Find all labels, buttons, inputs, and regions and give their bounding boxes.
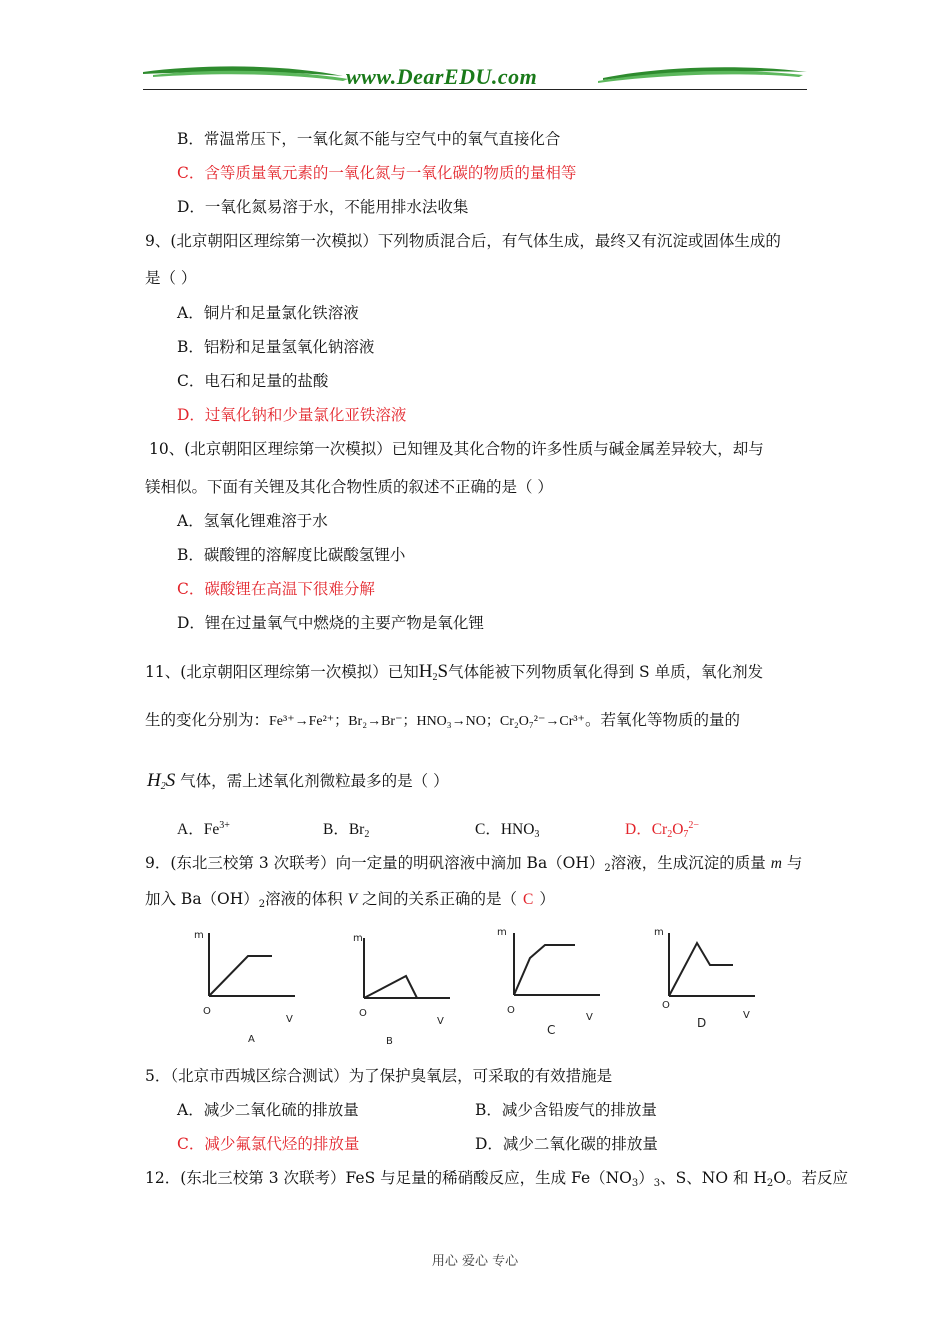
graph-b-x-label: V	[437, 1016, 444, 1027]
q11-option-d	[625, 817, 699, 840]
q11-option-d-text: D．Cr	[625, 821, 668, 838]
q11-stem-line3	[147, 769, 449, 792]
q11-reactions: Fe³⁺→Fe²⁺；Br₂→Br⁻；HNO₃→NO；Cr₂O₇²⁻→Cr³⁺	[269, 714, 585, 729]
q11-stem-line2	[145, 708, 740, 730]
q11-line2-text: 生的变化分别为：	[145, 711, 270, 729]
q9b-line2-mid: 溶液的体积	[265, 890, 348, 908]
q9b-var-v: V	[347, 891, 358, 908]
q8-option-b: B．常温常压下，一氧化氮不能与空气中的氧气直接化合	[177, 130, 561, 148]
q12-paren: ）	[638, 1169, 654, 1187]
q9b-line1-sub: 2	[604, 863, 611, 874]
q9b-line2-rest: 之间的关系正确的是（	[357, 890, 518, 908]
q11-line1-rest: 气体能被下列物质氧化得到 S 单质，氧化剂发	[448, 663, 764, 681]
graph-d-origin: O	[662, 1000, 670, 1011]
graph-c-origin: O	[507, 1005, 515, 1016]
q10-stem-line1: 10、(北京朝阳区理综第一次模拟）已知锂及其化合物的许多性质与碱金属差异较大，却与	[149, 440, 764, 458]
q11-line3-s: S	[165, 770, 176, 791]
graph-c-y-label: m	[497, 927, 507, 938]
q9a-option-b: B．铝粉和足量氢氧化钠溶液	[177, 338, 375, 356]
graph-a-origin: O	[203, 1006, 211, 1017]
q12-sub-c: 2	[766, 1178, 774, 1189]
q11-option-c-text: C．HNO	[475, 821, 535, 838]
graph-d-letter: D	[697, 1016, 707, 1030]
q11-option-d-mid: O	[672, 821, 684, 838]
q9b-line1-mid: 溶液，生成沉淀的质量	[610, 854, 771, 872]
q9b-line2-text: 加入 Ba（OH）	[145, 890, 259, 908]
header-divider	[143, 89, 807, 90]
q11-option-c	[475, 817, 539, 840]
q12-sub-b: 3	[653, 1178, 661, 1189]
graph-c-letter: C	[547, 1023, 556, 1037]
q10-option-d: D．锂在过量氧气中燃烧的主要产物是氧化锂	[177, 614, 484, 632]
q5-option-b: B．减少含铅废气的排放量	[475, 1101, 657, 1119]
q11-option-b	[323, 817, 369, 840]
q11-formula-sub: 2	[432, 672, 438, 683]
q11-formula-s: S	[437, 661, 449, 682]
graph-a-plot	[190, 925, 300, 1005]
q11-line1-text: 11、(北京朝阳区理综第一次模拟）已知	[145, 663, 419, 681]
q8-option-c: C．含等质量氧元素的一氧化氮与一氧化碳的物质的量相等	[177, 164, 577, 182]
q9a-stem-line1: 9、(北京朝阳区理综第一次模拟）下列物质混合后，有气体生成，最终又有沉淀或固体生成的	[145, 232, 781, 250]
q12-products: 、S、NO 和 H	[660, 1169, 767, 1187]
site-logo: www.DearEDU.com	[346, 64, 538, 89]
q11-formula-h: H	[418, 661, 433, 682]
graph-d-y-label: m	[654, 927, 664, 938]
q9a-option-d: D．过氧化钠和少量氯化亚铁溶液	[177, 406, 407, 424]
q9b-line1-text: 9．(东北三校第 3 次联考）向一定量的明矾溶液中滴加 Ba（OH）	[145, 854, 605, 872]
q11-option-d-sub2: 7	[683, 829, 689, 840]
q11-option-d-sup: 2−	[688, 820, 700, 831]
graph-c-x-label: V	[586, 1012, 593, 1023]
q9b-line2-sub: 2	[258, 899, 266, 910]
q12-stem	[145, 1166, 848, 1189]
q10-stem-line2: 镁相似。下面有关锂及其化合物性质的叙述不正确的是（ ）	[145, 478, 553, 496]
page-footer: 用心 爱心 专心	[431, 1254, 519, 1269]
q5-option-a: A．减少二氧化硫的排放量	[177, 1101, 359, 1119]
graph-d	[650, 925, 760, 1005]
graph-d-x-label: V	[743, 1010, 750, 1021]
graph-c	[495, 925, 605, 1005]
q9b-line1-rest: 与	[781, 854, 803, 872]
graph-b-origin: O	[359, 1008, 367, 1019]
q8-option-d: D．一氧化氮易溶于水，不能用排水法收集	[177, 198, 469, 216]
q11-option-b-text: B．Br	[323, 821, 365, 838]
q11-option-c-sub: 3	[534, 829, 540, 840]
graph-a	[190, 925, 300, 1005]
graph-b-letter: B	[386, 1036, 393, 1047]
q12-rest: O。若反应	[773, 1169, 849, 1187]
q11-line3-h: H	[147, 770, 161, 791]
q11-option-d-sub1: 2	[667, 829, 673, 840]
graph-a-letter: A	[248, 1034, 255, 1045]
q11-line3-rest: 气体，需上述氧化剂微粒最多的是（ ）	[175, 772, 449, 790]
q11-line3-sub: 2	[160, 781, 166, 792]
q5-stem: 5．（北京市西城区综合测试）为了保护臭氧层，可采取的有效措施是	[145, 1067, 613, 1085]
q9a-option-a: A．铜片和足量氯化铁溶液	[177, 304, 359, 322]
q11-option-a-text: A．Fe	[177, 821, 220, 838]
q10-option-b: B．碳酸锂的溶解度比碳酸氢锂小	[177, 546, 406, 564]
q10-option-a: A．氢氧化锂难溶于水	[177, 512, 328, 530]
graph-c-plot	[495, 925, 605, 1005]
q9b-var-m: m	[770, 855, 782, 872]
q9b-close-paren: ）	[539, 890, 555, 908]
q11-option-a	[177, 817, 230, 839]
q9b-stem-line2	[145, 887, 555, 910]
graph-d-plot	[650, 925, 760, 1005]
q9b-answer: C	[523, 891, 534, 908]
q12-text: 12．(东北三校第 3 次联考）FeS 与足量的稀硝酸反应，生成 Fe（NO	[145, 1169, 632, 1187]
q11-stem-line1	[145, 660, 763, 683]
graph-b-y-label: m	[353, 933, 363, 944]
q9a-option-c: C．电石和足量的盐酸	[177, 372, 329, 390]
q11-option-b-sub: 2	[364, 829, 370, 840]
q9a-stem-line2: 是（ ）	[145, 269, 197, 287]
q10-option-c: C．碳酸锂在高温下很难分解	[177, 580, 375, 598]
q5-option-c: C．减少氟氯代烃的排放量	[177, 1135, 360, 1153]
q12-sub-a: 3	[631, 1178, 639, 1189]
q9b-stem-line1	[145, 851, 802, 874]
q5-option-d: D．减少二氧化碳的排放量	[475, 1135, 658, 1153]
q11-option-a-sup: 3+	[219, 820, 230, 831]
graph-a-x-label: V	[286, 1014, 293, 1025]
q11-line2-rest: 。若氧化等物质的量的	[584, 711, 740, 729]
graph-a-y-label: m	[194, 930, 204, 941]
